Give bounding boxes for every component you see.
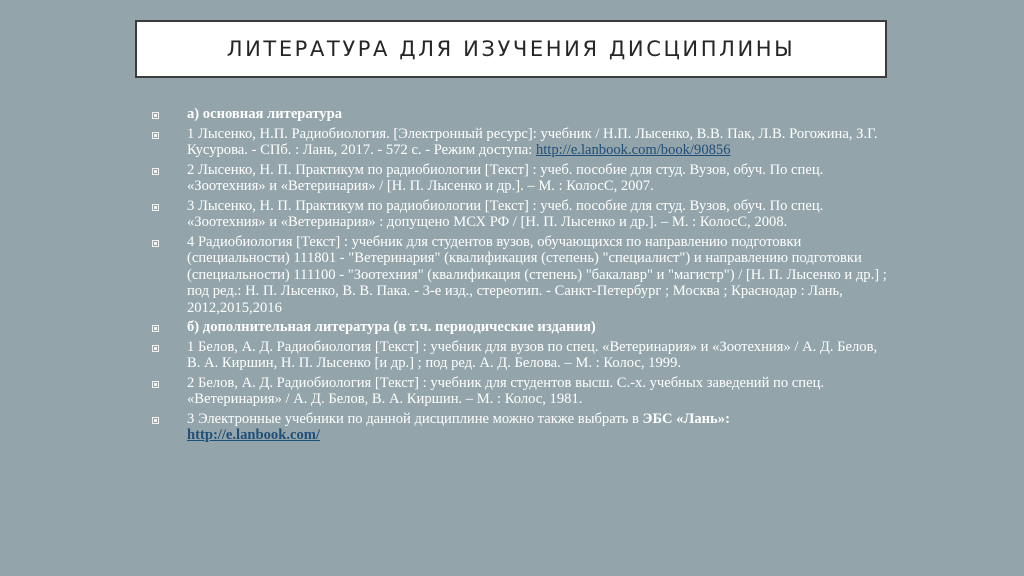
ebs-link[interactable]: http://e.lanbook.com/ xyxy=(187,427,320,443)
reference-text: 1 Белов, А. Д. Радиобиология [Текст] : учебник для вузов по спец. «Ветеринария» и «Зоотехния» / А. Д. Белов, В. А. Киршин, Н. П. Лысенко [и др.] ; под ред. А. Д. Белова. – М. : Колос, 1999. xyxy=(187,338,878,371)
ebs-label: ЭБС «Лань»: xyxy=(642,410,730,427)
bullet-icon xyxy=(152,204,159,211)
reference-text xyxy=(187,411,892,444)
literature-list xyxy=(152,106,892,447)
reference-body: 3 Электронные учебники по данной дисциплине можно также выбрать в xyxy=(187,410,643,427)
bullet-icon xyxy=(152,132,159,139)
list-item xyxy=(152,339,892,372)
reference-text xyxy=(187,126,892,159)
list-item xyxy=(152,411,892,444)
reference-body: 1 Лысенко, Н.П. Радиобиология. [Электронный ресурс]: учебник / Н.П. Лысенко, В.В. Пак, Л.В. Рогожина, З.Г. Кусурова. - СПб. : Лань, 2017. - 572 с. - Режим доступа: xyxy=(187,125,878,158)
list-item xyxy=(152,234,892,317)
slide-title-box xyxy=(135,20,887,78)
list-item xyxy=(152,375,892,408)
list-item xyxy=(152,162,892,195)
bullet-icon xyxy=(152,417,159,424)
bullet-icon xyxy=(152,168,159,175)
section-heading-additional: б) дополнительная литература (в т.ч. периодические издания) xyxy=(187,319,596,335)
reference-text: 3 Лысенко, Н. П. Практикум по радиобиологии [Текст] : учеб. пособие для студ. Вузов, обуч. По спец. «Зоотехния» и «Ветеринария» : допущено МСХ РФ / [Н. П. Лысенко и др.]. – М. : КолосС, 2008. xyxy=(187,197,824,230)
list-item xyxy=(152,198,892,231)
bullet-icon xyxy=(152,325,159,332)
list-item xyxy=(152,126,892,159)
bullet-icon xyxy=(152,112,159,119)
section-heading-main: а) основная литература xyxy=(187,106,343,122)
bullet-icon xyxy=(152,240,159,247)
slide-title: ЛИТЕРАТУРА ДЛЯ ИЗУЧЕНИЯ ДИСЦИПЛИНЫ xyxy=(226,37,796,61)
bullet-icon xyxy=(152,381,159,388)
reference-link[interactable]: http://e.lanbook.com/book/90856 xyxy=(535,142,731,158)
bullet-icon xyxy=(152,345,159,352)
list-item xyxy=(152,106,892,123)
reference-text: 2 Белов, А. Д. Радиобиология [Текст] : учебник для студентов высш. С.-х. учебных заведений по спец. «Ветеринария» / А. Д. Белов, В. А. Киршин. – М. : Колос, 1981. xyxy=(187,374,825,407)
list-item xyxy=(152,319,892,336)
reference-text: 2 Лысенко, Н. П. Практикум по радиобиологии [Текст] : учеб. пособие для студ. Вузов, обуч. По спец. «Зоотехния» и «Ветеринария» / [Н. П. Лысенко и др.]. – М. : КолосС, 2007. xyxy=(187,161,824,194)
reference-text: 4 Радиобиология [Текст] : учебник для студентов вузов, обучающихся по направлению подготовки (специальности) 111801 - "Ветеринария" (квалификация (степень) "специалист") и направлению подготовки (специальности) 111100 - "Зоотехния" (квалификация (степень) "бакалавр" и "магистр") / [Н. П. Лысенко и др.] ; под ред.: Н. П. Лысенко, В. В. Пака. - 3-е изд., стереотип. - Санкт-Петербург ; Москва ; Краснодар : Лань, 2012,2015,2016 xyxy=(187,233,887,316)
